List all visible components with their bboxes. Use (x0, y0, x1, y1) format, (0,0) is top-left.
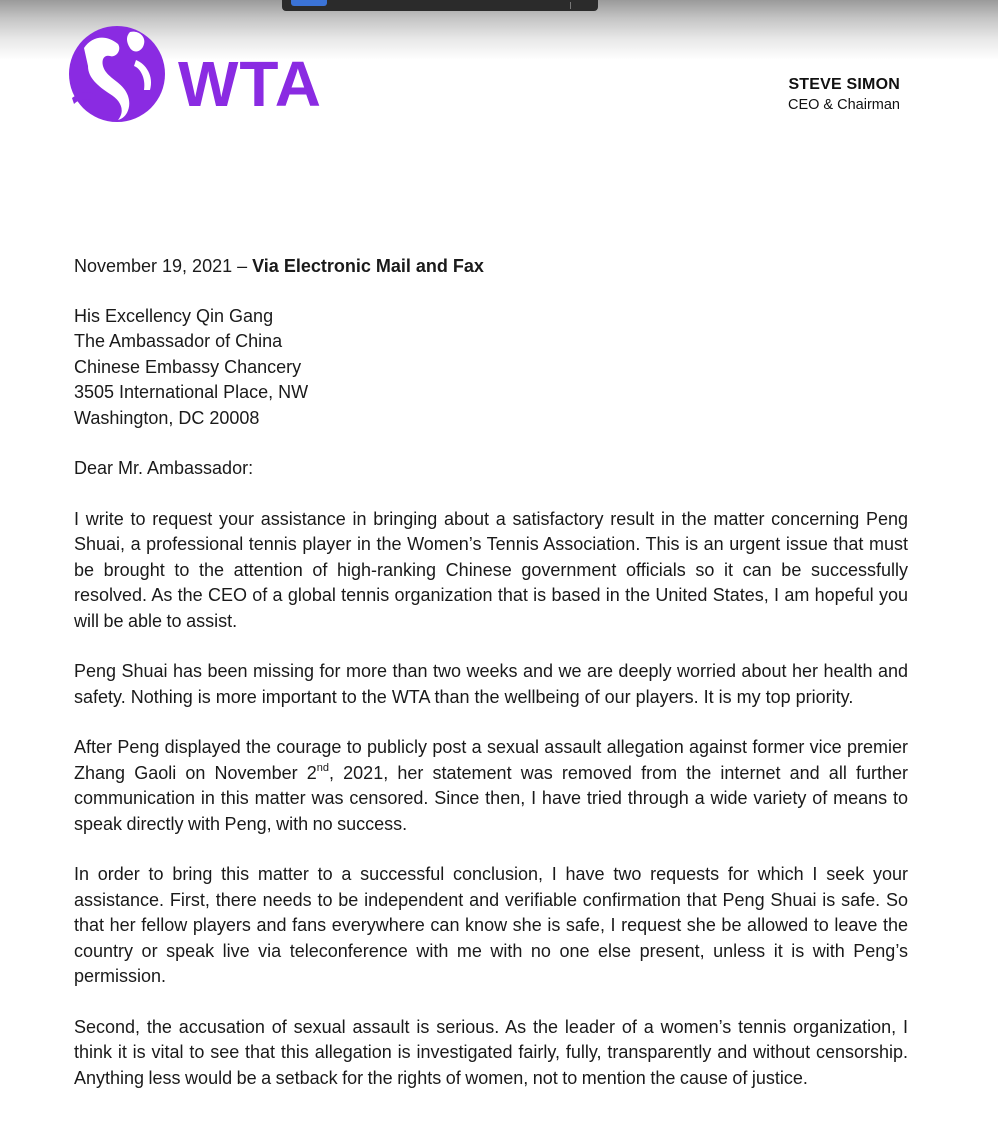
letter-body (74, 254, 908, 1091)
address-line: 3505 International Place, NW (74, 382, 309, 402)
wta-logo (66, 20, 341, 140)
paragraph-5: Second, the accusation of sexual assault is serious. As the leader of a women’s tennis organization, I think it is vital to see that this allegation is investigated fairly, fully, transparently and without censorship. Anything less would be a setback for the rights of women, not to mention the cause of justice. (74, 1016, 908, 1088)
toolbar-divider (570, 2, 571, 9)
paragraph-2: Peng Shuai has been missing for more than two weeks and we are deeply worried about her health and safety. Nothing is more important to the WTA than the wellbeing of our players. It is my top priority. (74, 661, 908, 707)
logo-wordmark: WTA (178, 48, 322, 120)
sender-title: CEO & Chairman (787, 97, 900, 113)
viewer-toolbar[interactable] (282, 0, 598, 11)
salutation: Dear Mr. Ambassador: (74, 458, 254, 478)
address-line: His Excellency Qin Gang (74, 305, 274, 326)
recipient-address (74, 304, 908, 432)
sender-block (788, 76, 900, 113)
ordinal-suffix: nd (316, 761, 329, 774)
paragraph-3 (74, 735, 908, 837)
address-line: The Ambassador of China (74, 331, 283, 351)
toolbar-button[interactable] (291, 0, 327, 6)
sender-name: STEVE SIMON (788, 76, 900, 93)
paragraph-1: I write to request your assistance in bringing about a satisfactory result in the matter concerning Peng Shuai, a professional tennis player in the Women’s Tennis Association. This is an urgent issue that must be brought to the attention of high-ranking Chinese government officials so it can be successfully resolved. As the CEO of a global tennis organization that is based in the United States, I am hopeful you will be able to assist. (74, 508, 908, 631)
paragraph-3-text: After Peng displayed the courage to publicly post a sexual assault allegation against former vice premier Zhang Gaoli on November 2 (74, 737, 908, 783)
delivery-method: Via Electronic Mail and Fax (252, 256, 484, 276)
date-line (74, 254, 908, 280)
address-line: Washington, DC 20008 (74, 407, 260, 428)
paragraph-4: In order to bring this matter to a successful conclusion, I have two requests for which I seek your assistance. First, there needs to be independent and verifiable confirmation that Peng Shuai is safe. So that her fellow players and fans everywhere can know she is safe, I request she be allowed to leave the country or speak live via teleconference with me with no one else present, unless it is with Peng’s permission. (74, 864, 908, 986)
letter-date: November 19, 2021 – (74, 256, 253, 276)
paragraph-3-text-cont: , 2021, her statement was removed from the internet and all further communication in this matter was censored. Since then, I have tried through a wide variety of means to speak directly with Peng, with no success. (74, 762, 908, 834)
address-line: Chinese Embassy Chancery (74, 356, 302, 377)
